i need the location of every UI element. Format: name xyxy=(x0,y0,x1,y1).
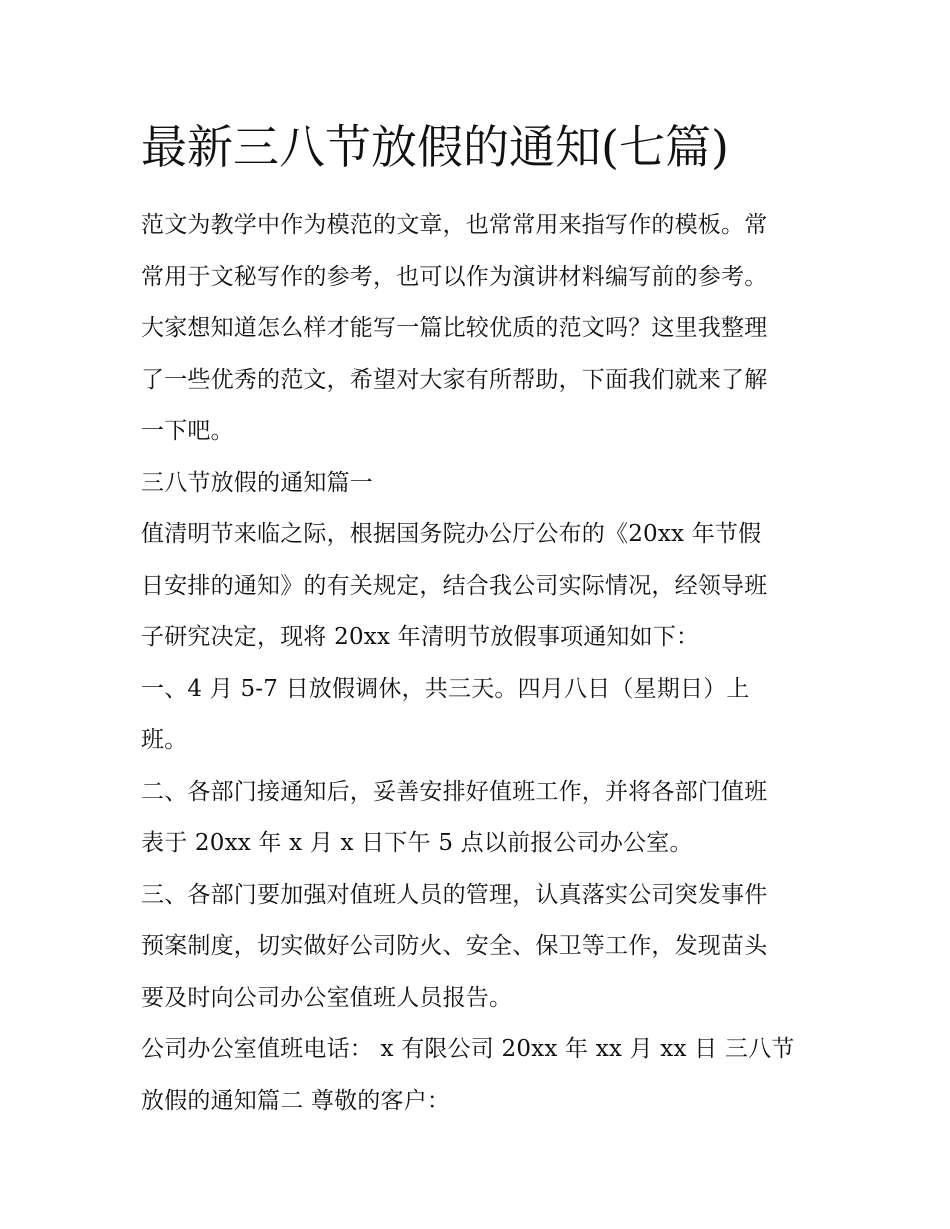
notice-item-3 xyxy=(141,870,813,1025)
text-line: 二、各部门接通知后，妥善安排好值班工作，并将各部门值班 xyxy=(141,778,768,805)
text-line: 预案制度，切实做好公司防火、安全、保卫等工作，发现苗头 xyxy=(141,933,768,959)
notice-item-2 xyxy=(141,767,813,870)
text-line: 值清明节来临之际，根据国务院办公厅公布的《20xx 年节假 xyxy=(141,521,762,547)
text-line: 要及时向公司办公室值班人员报告。 xyxy=(141,984,513,1011)
document-page xyxy=(141,112,813,1127)
document-title: 最新三八节放假的通知(七篇) xyxy=(141,120,729,174)
text-line: 表于 20xx 年 x 月 x 日下午 5 点以前报公司办公室。 xyxy=(141,830,693,856)
text-line: 大家想知道怎么样才能写一篇比较优质的范文吗？这里我整理 xyxy=(141,315,768,341)
text-line: 放假的通知篇二 尊敬的客户： xyxy=(141,1087,451,1114)
text-line: 了一些优秀的范文，希望对大家有所帮助，下面我们就来了解 xyxy=(141,366,768,393)
notice-item-1 xyxy=(141,664,813,767)
text-line: 子研究决定，现将 20xx 年清明节放假事项通知如下： xyxy=(141,624,700,650)
text-line: 一下吧。 xyxy=(141,418,234,444)
text-line: 一、4 月 5-7 日放假调休，共三天。四月八日（星期日）上 xyxy=(141,675,750,702)
text-line: 日安排的通知》的有关规定，结合我公司实际情况，经领导班 xyxy=(141,572,768,599)
text-line: 班。 xyxy=(141,727,188,753)
text-line: 常用于文秘写作的参考，也可以作为演讲材料编写前的参考。 xyxy=(141,263,768,290)
text-line: 公司办公室值班电话： x 有限公司 20xx 年 xx 月 xx 日 三八节 xyxy=(141,1036,795,1062)
notice-body-paragraph xyxy=(141,509,813,664)
text-line: 范文为教学中作为模范的文章，也常常用来指写作的模板。常 xyxy=(141,212,768,238)
text-line: 三八节放假的通知篇一 xyxy=(141,469,373,496)
text-line: 三、各部门要加强对值班人员的管理，认真落实公司突发事件 xyxy=(141,881,768,908)
section-heading xyxy=(141,458,813,510)
closing-paragraph xyxy=(141,1024,813,1127)
intro-paragraph xyxy=(141,200,813,458)
